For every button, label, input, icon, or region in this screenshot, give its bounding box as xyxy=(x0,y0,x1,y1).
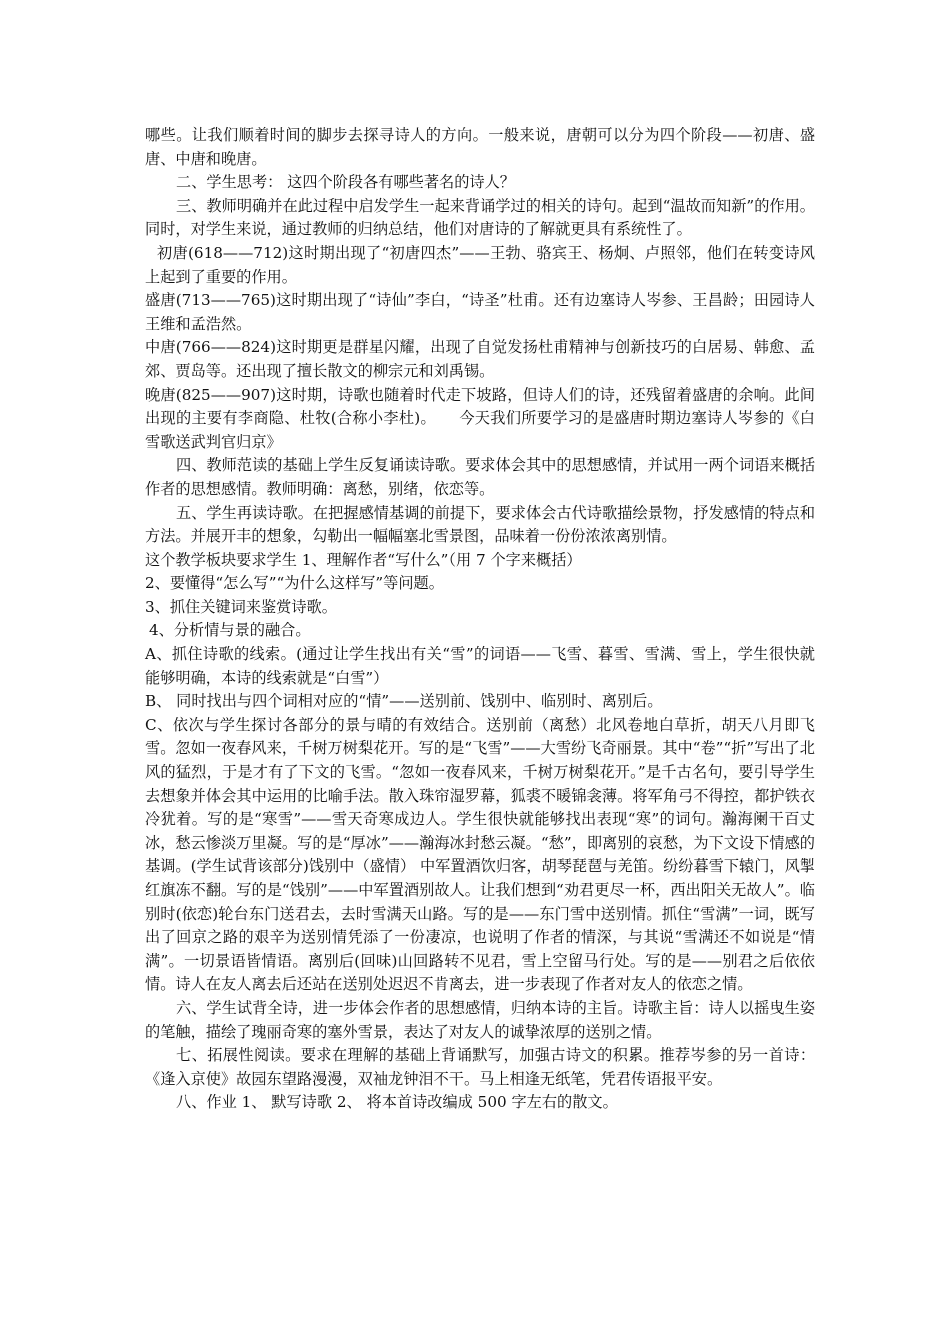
paragraph-item-c: C、依次与学生探讨各部分的景与晴的有效结合。送别前（离愁）北风卷地白草折，胡天八月即飞雪。忽如一夜春风来，千树万树梨花开。写的是“飞雪”——大雪纷飞奇丽景。其中“卷”“折”写出了北风的猛烈，于是才有了下文的飞雪。“忽如一夜春风来，千树万树梨花开。”是千古名句，要引导学生去想象并体会其中运用的比喻手法。散入珠帘湿罗幕，狐裘不暖锦衾薄。将军角弓不得控，都护铁衣冷犹着。写的是“寒雪”——雪天奇寒成边人。学生很快就能够找出表现“寒”的词句。瀚海阑干百丈冰，愁云惨淡万里凝。写的是“厚冰”——瀚海冰封愁云凝。“愁”，即离别的哀愁，为下文设下情感的基调。(学生试背该部分)饯别中（盛情） 中军置酒饮归客，胡琴琵琶与羌笛。纷纷暮雪下辕门，风掣红旗冻不翻。写的是“饯别”——中军置酒别故人。让我们想到“劝君更尽一杯，西出阳关无故人”。临别时(依恋)轮台东门送君去，去时雪满天山路。写的是——东门雪中送别情。抓住“雪满”一词，既写出了回京之路的艰辛为送别情凭添了一份凄凉，也说明了作者的情深，与其说“雪满还不如说是“情满”。一切景语皆情语。离别后(回味)山回路转不见君，雪上空留马行处。写的是——别君之后依依情。诗人在友人离去后还站在送别处迟迟不肯离去，进一步表现了作者对友人的依恋之情。 xyxy=(145,715,815,994)
paragraph-item-a: A、抓住诗歌的线索。(通过让学生找出有关“雪”的词语——飞雪、暮雪、雪满、雪上，学生很快就能够明确，本诗的线索就是“白雪”） xyxy=(145,645,815,687)
paragraph-step-three: 三、教师明确并在此过程中启发学生一起来背诵学过的相关的诗句。起到“温故而知新”的作用。同时，对学生来说，通过教师的归纳总结，他们对唐诗的了解就更具有系统性了。 xyxy=(145,196,815,239)
document-body xyxy=(145,124,815,1115)
paragraph-item-b: B、 同时找出与四个词相对应的“情”——送别前、饯别中、临别时、离别后。 xyxy=(145,692,663,711)
paragraph-step-five: 五、学生再读诗歌。在把握感情基调的前提下，要求体会古代诗歌描绘景物，抒发感情的特点和方法。并展开丰的想象，勾勒出一幅幅塞北雪景图，品味着一份份浓浓离别情。 xyxy=(145,503,815,546)
paragraph-step-six: 六、学生试背全诗，进一步体会作者的思想感情，归纳本诗的主旨。诗歌主旨：诗人以摇曳生姿的笔触，描绘了瑰丽奇寒的塞外雪景，表达了对友人的诚挚浓厚的送别之情。 xyxy=(145,998,815,1041)
paragraph-high-tang: 盛唐(713——765)这时期出现了“诗仙”李白，“诗圣”杜甫。还有边塞诗人岑参、王昌龄；田园诗人王维和孟浩然。 xyxy=(145,291,815,333)
paragraph-requirement-2: 2、要懂得“怎么写”“为什么这样写”等问题。 xyxy=(145,574,444,593)
paragraph-step-four: 四、教师范读的基础上学生反复诵读诗歌。要求体会其中的思想感情，并试用一两个词语来概括作者的思想感情。教师明确：离愁，别绪，依恋等。 xyxy=(145,456,815,498)
paragraph-step-eight: 八、作业 1、 默写诗歌 2、 将本首诗改编成 500 字左右的散文。 xyxy=(176,1093,618,1112)
paragraph-mid-tang: 中唐(766——824)这时期更是群星闪耀，出现了自觉发扬杜甫精神与创新技巧的白居易、韩愈、孟郊、贾岛等。还出现了擅长散文的柳宗元和刘禹锡。 xyxy=(145,338,815,380)
paragraph-step-two: 二、学生思考： 这四个阶段各有哪些著名的诗人？ xyxy=(176,173,515,192)
paragraph-requirement-3: 3、抓住关键词来鉴赏诗歌。 xyxy=(145,597,337,616)
paragraph-tang-periods-intro: 哪些。让我们顺着时间的脚步去探寻诗人的方向。一般来说，唐朝可以分为四个阶段——初唐、盛唐、中唐和晚唐。 xyxy=(145,126,815,168)
paragraph-early-tang: 初唐(618——712)这时期出现了“初唐四杰”——王勃、骆宾王、杨炯、卢照邻，他们在转变诗风上起到了重要的作用。 xyxy=(145,243,815,286)
paragraph-requirement-4: 4、分析情与景的融合。 xyxy=(149,621,311,640)
paragraph-step-seven: 七、拓展性阅读。要求在理解的基础上背诵默写，加强古诗文的积累。推荐岑参的另一首诗：《逢入京使》故园东望路漫漫，双袖龙钟泪不干。马上相逢无纸笔，凭君传语报平安。 xyxy=(145,1046,815,1088)
paragraph-requirement-1: 这个教学板块要求学生 1、理解作者“写什么”（用 7 个字来概括） xyxy=(145,550,582,569)
paragraph-late-tang: 晚唐(825——907)这时期，诗歌也随着时代走下坡路，但诗人们的诗，还残留着盛唐的余响。此间出现的主要有李商隐、杜牧(合称小李杜)。 今天我们所要学习的是盛唐时期边塞诗人岑参的《白雪歌送武判官归京》 xyxy=(145,385,815,451)
